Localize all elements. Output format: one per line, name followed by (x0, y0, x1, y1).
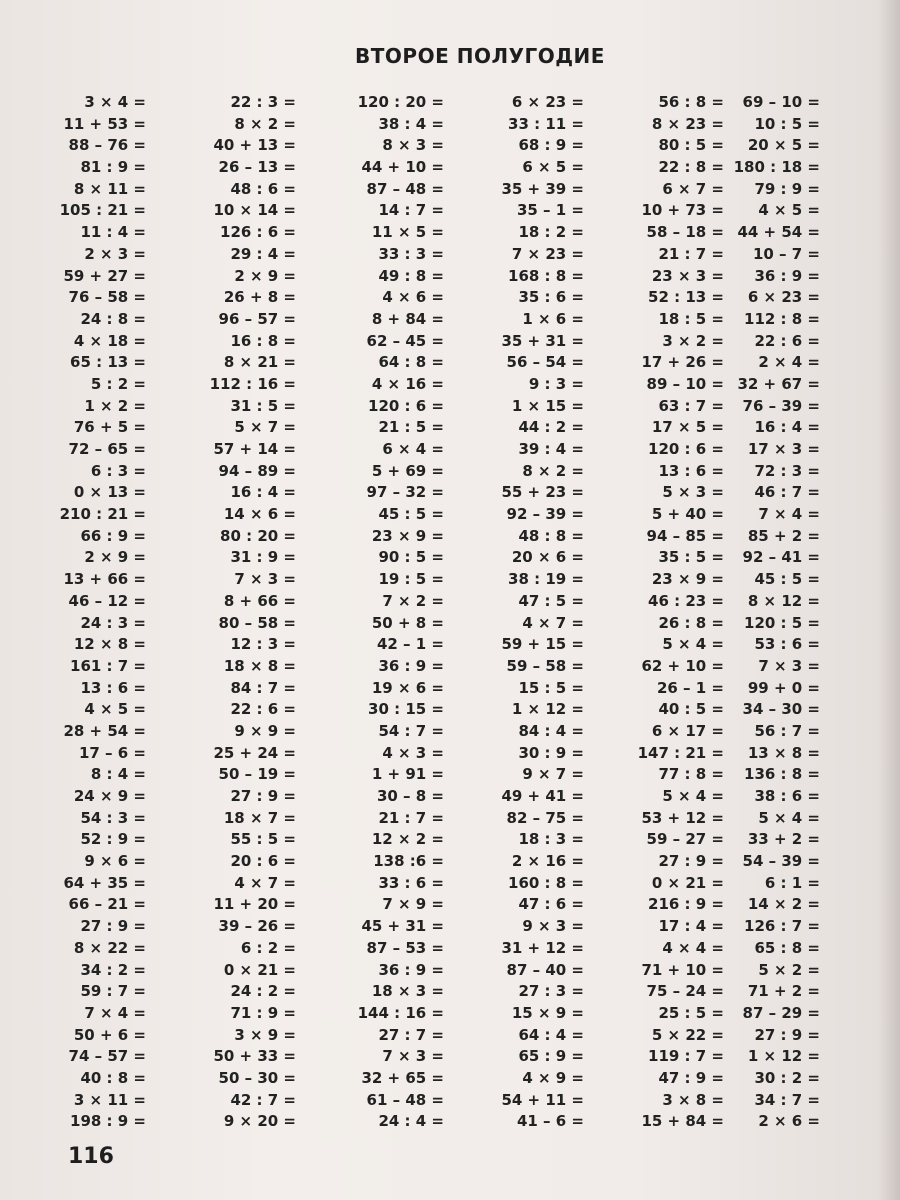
exercise-item: 13 + 66 = (63, 570, 146, 589)
exercise-item: 85 + 2 = (747, 526, 820, 545)
exercise-item: 71 : 9 = (230, 1003, 296, 1022)
exercise-item: 28 + 54 = (63, 721, 146, 740)
exercise-item: 50 + 8 = (371, 613, 444, 632)
exercise-item: 47 : 5 = (518, 591, 584, 610)
exercise-item: 4 × 5 = (758, 201, 820, 220)
exercise-item: 56 – 54 = (506, 353, 584, 372)
exercise-item: 147 : 21 = (637, 743, 724, 762)
exercise-item: 120 : 6 = (648, 440, 724, 458)
exercise-item: 161 : 7 = (70, 656, 146, 675)
exercise-item: 5 + 69 = (371, 461, 444, 480)
exercise-item: 92 – 41 = (742, 548, 820, 567)
exercise-item: 23 × 9 = (371, 526, 444, 545)
exercise-item: 120 : 6 = (368, 396, 444, 415)
page-edge-shadow (878, 0, 900, 1200)
exercise-item: 216 : 9 = (648, 895, 724, 914)
exercise-item: 4 × 4 = (662, 938, 724, 957)
exercise-item: 26 – 1 = (656, 678, 724, 697)
exercise-item: 27 : 7 = (378, 1025, 444, 1044)
exercise-item: 3 × 4 = (84, 93, 146, 111)
exercise-item: 6 × 17 = (651, 721, 724, 740)
exercise-item: 2 × 9 = (234, 266, 296, 285)
exercise-item: 8 + 66 = (223, 591, 296, 610)
exercise-item: 29 : 4 = (230, 244, 296, 263)
exercise-item: 65 : 8 = (754, 938, 820, 957)
exercise-item: 47 : 9 = (658, 1068, 724, 1087)
exercise-item: 69 – 10 = (742, 93, 820, 111)
exercise-item: 76 – 58 = (68, 288, 146, 307)
exercise-item: 5 × 4 = (758, 808, 820, 827)
exercise-item: 9 × 6 = (84, 852, 146, 871)
exercise-item: 54 + 11 = (501, 1090, 584, 1109)
exercise-item: 57 + 14 = (213, 440, 296, 458)
exercise-item: 25 + 24 = (213, 743, 296, 762)
exercise-item: 1 × 12 = (747, 1047, 820, 1066)
exercise-item: 9 × 20 = (223, 1112, 296, 1131)
exercise-item: 17 + 26 = (641, 353, 724, 372)
exercise-item: 120 : 5 = (744, 613, 820, 632)
exercise-column (296, 92, 444, 1133)
exercise-item: 10 × 14 = (213, 201, 296, 220)
exercise-item: 33 : 6 = (378, 873, 444, 892)
exercise-item: 97 – 32 = (366, 483, 444, 502)
exercise-item: 52 : 13 = (648, 288, 724, 307)
exercise-item: 1 + 91 = (371, 765, 444, 784)
exercise-item: 32 + 67 = (737, 374, 820, 393)
exercise-item: 5 × 3 = (662, 483, 724, 502)
exercise-item: 105 : 21 = (59, 201, 146, 220)
exercise-item: 7 × 3 = (382, 1047, 444, 1066)
exercise-item: 112 : 16 = (209, 374, 296, 393)
exercise-item: 80 : 20 = (220, 526, 296, 545)
exercise-item: 81 : 9 = (80, 158, 146, 177)
exercise-item: 1 × 2 = (84, 396, 146, 415)
exercise-item: 64 : 8 = (378, 353, 444, 372)
exercise-item: 27 : 9 = (80, 917, 146, 936)
exercise-item: 50 – 30 = (218, 1068, 296, 1087)
exercise-item: 55 : 5 = (230, 830, 296, 849)
exercise-item: 6 : 3 = (90, 461, 146, 480)
exercise-column (584, 92, 724, 1133)
exercise-grid (42, 92, 820, 1133)
exercise-item: 38 : 4 = (378, 114, 444, 133)
exercise-item: 89 – 10 = (646, 374, 724, 393)
exercise-item: 2 × 9 = (84, 548, 146, 567)
exercise-item: 24 : 3 = (80, 613, 146, 632)
exercise-item: 112 : 8 = (744, 309, 820, 328)
exercise-item: 7 × 3 = (758, 656, 820, 675)
exercise-item: 16 : 4 = (230, 483, 296, 502)
exercise-item: 56 : 7 = (754, 721, 820, 740)
exercise-item: 210 : 21 = (59, 505, 146, 524)
exercise-item: 82 – 75 = (506, 808, 584, 827)
exercise-item: 76 – 39 = (742, 396, 820, 415)
exercise-item: 72 – 65 = (68, 440, 146, 458)
exercise-column (724, 92, 820, 1133)
exercise-item: 31 : 9 = (230, 548, 296, 567)
exercise-item: 44 : 2 = (518, 418, 584, 437)
exercise-item: 6 × 5 = (522, 158, 584, 177)
exercise-item: 8 × 11 = (73, 179, 146, 198)
exercise-item: 9 × 3 = (522, 917, 584, 936)
page-number: 116 (68, 1144, 114, 1169)
exercise-item: 45 : 5 = (378, 505, 444, 524)
exercise-item: 13 × 8 = (747, 743, 820, 762)
exercise-item: 138 :6 = (373, 852, 444, 871)
exercise-item: 16 : 8 = (230, 331, 296, 350)
exercise-item: 8 : 4 = (90, 765, 146, 784)
exercise-item: 80 – 58 = (218, 613, 296, 632)
exercise-item: 22 : 8 = (658, 158, 724, 177)
exercise-item: 12 : 3 = (230, 635, 296, 654)
exercise-item: 50 + 33 = (213, 1047, 296, 1066)
exercise-item: 22 : 6 = (230, 700, 296, 719)
exercise-item: 34 – 30 = (742, 700, 820, 719)
exercise-item: 47 : 6 = (518, 895, 584, 914)
exercise-item: 80 : 5 = (658, 136, 724, 155)
exercise-item: 11 : 4 = (80, 223, 146, 242)
exercise-item: 4 × 6 = (382, 288, 444, 307)
exercise-item: 68 : 9 = (518, 136, 584, 155)
exercise-item: 35 : 6 = (518, 288, 584, 307)
exercise-item: 5 × 4 = (662, 787, 724, 805)
exercise-item: 24 × 9 = (73, 787, 146, 805)
exercise-item: 27 : 9 = (658, 852, 724, 871)
exercise-item: 75 – 24 = (646, 982, 724, 1001)
exercise-item: 64 : 4 = (518, 1025, 584, 1044)
exercise-item: 3 × 9 = (234, 1025, 296, 1044)
exercise-item: 49 + 41 = (501, 787, 584, 805)
exercise-item: 21 : 7 = (658, 244, 724, 263)
exercise-item: 35 + 39 = (501, 179, 584, 198)
exercise-item: 17 – 6 = (78, 743, 146, 762)
exercise-item: 54 : 3 = (80, 808, 146, 827)
exercise-item: 39 – 26 = (218, 917, 296, 936)
exercise-item: 38 : 6 = (754, 787, 820, 805)
exercise-item: 4 × 9 = (522, 1068, 584, 1087)
exercise-item: 31 : 5 = (230, 396, 296, 415)
exercise-item: 61 – 48 = (366, 1090, 444, 1109)
exercise-item: 4 × 7 = (234, 873, 296, 892)
exercise-item: 54 – 39 = (742, 852, 820, 871)
exercise-item: 17 × 3 = (747, 440, 820, 458)
exercise-item: 6 × 23 = (747, 288, 820, 307)
exercise-item: 44 + 10 = (361, 158, 444, 177)
exercise-item: 19 × 6 = (371, 678, 444, 697)
exercise-item: 30 : 2 = (754, 1068, 820, 1087)
exercise-item: 168 : 8 = (508, 266, 584, 285)
exercise-item: 160 : 8 = (508, 873, 584, 892)
exercise-item: 4 × 18 = (73, 331, 146, 350)
exercise-item: 180 : 18 = (733, 158, 820, 177)
exercise-item: 136 : 8 = (744, 765, 820, 784)
exercise-item: 71 + 10 = (641, 960, 724, 979)
exercise-item: 7 × 9 = (382, 895, 444, 914)
exercise-item: 23 × 9 = (651, 570, 724, 589)
exercise-item: 24 : 2 = (230, 982, 296, 1001)
exercise-item: 88 – 76 = (68, 136, 146, 155)
exercise-item: 8 × 23 = (651, 114, 724, 133)
exercise-item: 27 : 9 = (754, 1025, 820, 1044)
exercise-item: 17 : 4 = (658, 917, 724, 936)
exercise-item: 94 – 85 = (646, 526, 724, 545)
exercise-item: 94 – 89 = (218, 461, 296, 480)
exercise-item: 9 × 7 = (522, 765, 584, 784)
exercise-item: 53 + 12 = (641, 808, 724, 827)
exercise-item: 0 × 13 = (73, 483, 146, 502)
exercise-item: 87 – 48 = (366, 179, 444, 198)
exercise-item: 27 : 9 = (230, 787, 296, 805)
exercise-item: 8 × 2 = (234, 114, 296, 133)
exercise-item: 90 : 5 = (378, 548, 444, 567)
exercise-item: 8 + 84 = (371, 309, 444, 328)
exercise-item: 23 × 3 = (651, 266, 724, 285)
exercise-item: 126 : 6 = (220, 223, 296, 242)
exercise-item: 42 : 7 = (230, 1090, 296, 1109)
exercise-item: 4 × 7 = (522, 613, 584, 632)
exercise-item: 76 + 5 = (73, 418, 146, 437)
exercise-item: 7 × 2 = (382, 591, 444, 610)
exercise-item: 3 × 8 = (662, 1090, 724, 1109)
exercise-item: 87 – 40 = (506, 960, 584, 979)
exercise-item: 38 : 19 = (508, 570, 584, 589)
exercise-item: 44 + 54 = (737, 223, 820, 242)
exercise-item: 50 + 6 = (73, 1025, 146, 1044)
exercise-item: 20 × 6 = (511, 548, 584, 567)
exercise-item: 18 × 3 = (371, 982, 444, 1001)
exercise-item: 18 × 8 = (223, 656, 296, 675)
exercise-item: 10 – 7 = (752, 244, 820, 263)
exercise-item: 35 + 31 = (501, 331, 584, 350)
exercise-item: 42 – 1 = (376, 635, 444, 654)
exercise-item: 16 : 4 = (754, 418, 820, 437)
exercise-item: 15 + 84 = (641, 1112, 724, 1131)
exercise-item: 120 : 20 = (357, 93, 444, 111)
exercise-item: 2 × 6 = (758, 1112, 820, 1131)
exercise-item: 21 : 7 = (378, 808, 444, 827)
exercise-item: 13 : 6 = (658, 461, 724, 480)
exercise-item: 32 + 65 = (361, 1068, 444, 1087)
exercise-item: 22 : 6 = (754, 331, 820, 350)
exercise-item: 79 : 9 = (754, 179, 820, 198)
exercise-item: 4 × 3 = (382, 743, 444, 762)
exercise-item: 1 × 15 = (511, 396, 584, 415)
exercise-item: 87 – 29 = (742, 1003, 820, 1022)
exercise-item: 50 – 19 = (218, 765, 296, 784)
exercise-item: 24 : 4 = (378, 1112, 444, 1131)
exercise-item: 18 : 5 = (658, 309, 724, 328)
exercise-item: 6 : 2 = (240, 938, 296, 957)
exercise-item: 34 : 7 = (754, 1090, 820, 1109)
exercise-item: 35 – 1 = (516, 201, 584, 220)
exercise-item: 20 × 5 = (747, 136, 820, 155)
exercise-item: 59 + 15 = (501, 635, 584, 654)
exercise-item: 6 × 23 = (511, 93, 584, 111)
exercise-item: 4 × 5 = (84, 700, 146, 719)
exercise-item: 63 : 7 = (658, 396, 724, 415)
exercise-item: 7 × 3 = (234, 570, 296, 589)
exercise-item: 2 × 16 = (511, 852, 584, 871)
exercise-item: 40 : 8 = (80, 1068, 146, 1087)
exercise-item: 92 – 39 = (506, 505, 584, 524)
exercise-item: 33 : 11 = (508, 114, 584, 133)
exercise-item: 8 × 12 = (747, 591, 820, 610)
exercise-item: 18 : 2 = (518, 223, 584, 242)
exercise-item: 15 × 9 = (511, 1003, 584, 1022)
exercise-item: 10 + 73 = (641, 201, 724, 220)
exercise-item: 7 × 4 = (758, 505, 820, 524)
exercise-item: 45 : 5 = (754, 570, 820, 589)
page-title: ВТОРОЕ ПОЛУГОДИЕ (355, 44, 605, 68)
exercise-item: 13 : 6 = (80, 678, 146, 697)
exercise-item: 48 : 6 = (230, 179, 296, 198)
exercise-item: 59 + 27 = (63, 266, 146, 285)
exercise-item: 46 : 23 = (648, 591, 724, 610)
exercise-item: 59 – 27 = (646, 830, 724, 849)
exercise-item: 24 : 8 = (80, 309, 146, 328)
exercise-item: 12 × 2 = (371, 830, 444, 849)
exercise-item: 33 + 2 = (747, 830, 820, 849)
exercise-item: 26 + 8 = (223, 288, 296, 307)
exercise-item: 18 × 7 = (223, 808, 296, 827)
exercise-item: 74 – 57 = (68, 1047, 146, 1066)
exercise-item: 56 : 8 = (658, 93, 724, 111)
exercise-item: 25 : 5 = (658, 1003, 724, 1022)
exercise-item: 59 – 58 = (506, 656, 584, 675)
exercise-item: 62 + 10 = (641, 656, 724, 675)
exercise-item: 58 – 18 = (646, 223, 724, 242)
exercise-item: 15 : 5 = (518, 678, 584, 697)
exercise-item: 3 × 11 = (73, 1090, 146, 1109)
exercise-item: 5 × 2 = (758, 960, 820, 979)
exercise-item: 26 – 13 = (218, 158, 296, 177)
exercise-item: 41 – 6 = (516, 1112, 584, 1131)
exercise-item: 45 + 31 = (361, 917, 444, 936)
exercise-item: 144 : 16 = (357, 1003, 444, 1022)
exercise-item: 26 : 8 = (658, 613, 724, 632)
exercise-item: 2 × 4 = (758, 353, 820, 372)
exercise-item: 72 : 3 = (754, 461, 820, 480)
exercise-item: 39 : 4 = (518, 440, 584, 458)
exercise-item: 30 : 15 = (368, 700, 444, 719)
exercise-item: 198 : 9 = (70, 1112, 146, 1131)
exercise-item: 40 : 5 = (658, 700, 724, 719)
exercise-item: 52 : 9 = (80, 830, 146, 849)
exercise-item: 1 × 6 = (522, 309, 584, 328)
exercise-item: 14 : 7 = (378, 201, 444, 220)
exercise-item: 71 + 2 = (747, 982, 820, 1001)
exercise-item: 20 : 6 = (230, 852, 296, 871)
exercise-item: 19 : 5 = (378, 570, 444, 589)
exercise-item: 66 : 9 = (80, 526, 146, 545)
exercise-item: 5 × 22 = (651, 1025, 724, 1044)
exercise-item: 2 × 3 = (84, 244, 146, 263)
exercise-item: 11 + 53 = (63, 114, 146, 133)
exercise-item: 10 : 5 = (754, 114, 820, 133)
exercise-item: 84 : 4 = (518, 721, 584, 740)
exercise-item: 22 : 3 = (230, 93, 296, 111)
exercise-item: 1 × 12 = (511, 700, 584, 719)
exercise-item: 5 + 40 = (651, 505, 724, 524)
exercise-item: 40 + 13 = (213, 136, 296, 155)
exercise-item: 7 × 23 = (511, 244, 584, 263)
exercise-item: 5 : 2 = (90, 374, 146, 393)
exercise-item: 6 : 1 = (764, 873, 820, 892)
exercise-item: 119 : 7 = (648, 1047, 724, 1066)
exercise-item: 11 × 5 = (371, 223, 444, 242)
exercise-item: 12 × 8 = (73, 635, 146, 654)
exercise-item: 54 : 7 = (378, 721, 444, 740)
exercise-item: 84 : 7 = (230, 678, 296, 697)
exercise-item: 65 : 9 = (518, 1047, 584, 1066)
exercise-item: 99 + 0 = (747, 678, 820, 697)
exercise-item: 36 : 9 = (378, 960, 444, 979)
exercise-column (146, 92, 296, 1133)
exercise-item: 14 × 2 = (747, 895, 820, 914)
exercise-column (42, 92, 146, 1133)
exercise-item: 0 × 21 = (223, 960, 296, 979)
exercise-item: 8 × 21 = (223, 353, 296, 372)
exercise-item: 18 : 3 = (518, 830, 584, 849)
exercise-item: 30 : 9 = (518, 743, 584, 762)
exercise-item: 62 – 45 = (366, 331, 444, 350)
exercise-item: 8 × 2 = (522, 461, 584, 480)
exercise-item: 77 : 8 = (658, 765, 724, 784)
exercise-item: 96 – 57 = (218, 309, 296, 328)
exercise-item: 66 – 21 = (68, 895, 146, 914)
exercise-item: 36 : 9 = (378, 656, 444, 675)
exercise-item: 64 + 35 = (63, 873, 146, 892)
exercise-item: 21 : 5 = (378, 418, 444, 437)
exercise-item: 27 : 3 = (518, 982, 584, 1001)
exercise-item: 17 × 5 = (651, 418, 724, 437)
exercise-item: 8 × 3 = (382, 136, 444, 155)
exercise-item: 9 × 9 = (234, 721, 296, 740)
exercise-item: 0 × 21 = (651, 873, 724, 892)
exercise-item: 30 – 8 = (376, 787, 444, 805)
exercise-item: 34 : 2 = (80, 960, 146, 979)
exercise-item: 9 : 3 = (528, 374, 584, 393)
exercise-item: 65 : 13 = (70, 353, 146, 372)
exercise-item: 5 × 7 = (234, 418, 296, 437)
exercise-item: 49 : 8 = (378, 266, 444, 285)
exercise-item: 35 : 5 = (658, 548, 724, 567)
exercise-item: 4 × 16 = (371, 374, 444, 393)
exercise-item: 48 : 8 = (518, 526, 584, 545)
exercise-item: 6 × 4 = (382, 440, 444, 458)
exercise-item: 53 : 6 = (754, 635, 820, 654)
exercise-item: 59 : 7 = (80, 982, 146, 1001)
exercise-column (444, 92, 584, 1133)
exercise-item: 36 : 9 = (754, 266, 820, 285)
exercise-item: 31 + 12 = (501, 938, 584, 957)
exercise-item: 46 – 12 = (68, 591, 146, 610)
exercise-item: 3 × 2 = (662, 331, 724, 350)
exercise-item: 5 × 4 = (662, 635, 724, 654)
exercise-item: 126 : 7 = (744, 917, 820, 936)
exercise-item: 11 + 20 = (213, 895, 296, 914)
exercise-item: 55 + 23 = (501, 483, 584, 502)
exercise-item: 87 – 53 = (366, 938, 444, 957)
exercise-item: 14 × 6 = (223, 505, 296, 524)
exercise-item: 6 × 7 = (662, 179, 724, 198)
exercise-item: 7 × 4 = (84, 1003, 146, 1022)
exercise-item: 46 : 7 = (754, 483, 820, 502)
exercise-item: 33 : 3 = (378, 244, 444, 263)
exercise-item: 8 × 22 = (73, 938, 146, 957)
